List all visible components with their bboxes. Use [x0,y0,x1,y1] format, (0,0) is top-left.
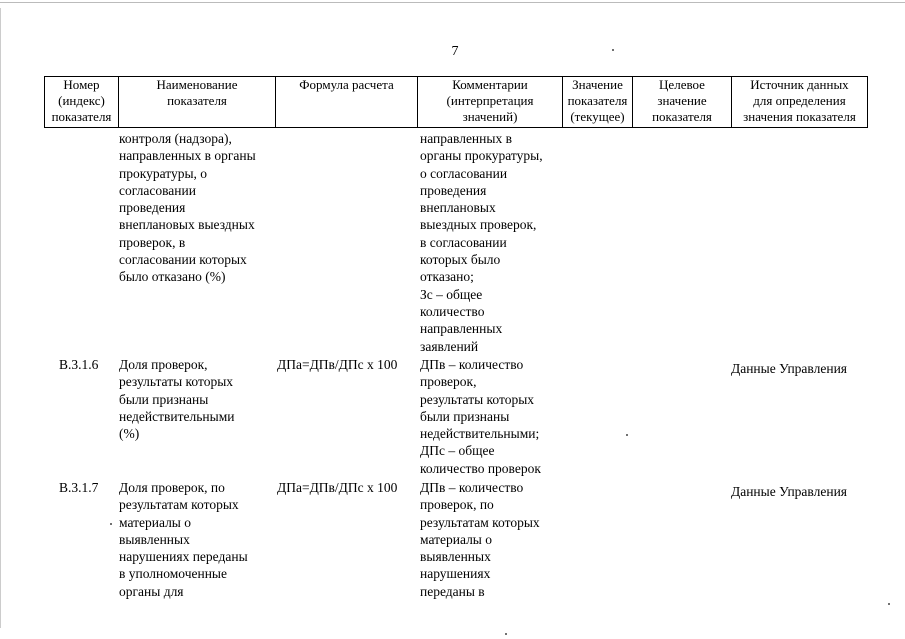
row-1-source: Данные Управления [731,361,848,376]
page-top-edge [0,2,905,3]
row-1-name: Доля проверок, результаты которых были признаны недействительными (%) [119,357,235,442]
row-2-name: Доля проверок, по результатам которых материалы о выявленных нарушениях переданы в уполномоченные органы для [119,480,248,599]
row-1-comment: ДПв – количество проверок, результаты которых были признаны недействительными; ДПс – общее количество проверок [420,357,541,476]
row-0-comment: направленных в органы прокуратуры, о согласовании проведения внеплановых выездных проверок, в согласовании которых было отказано; Зс – общее количество направленных заявлений [420,131,543,354]
row-2-source: Данные Управления [731,484,848,499]
scan-speck [505,633,507,635]
row-2-number: В.3.1.7 [59,480,99,495]
page-number: 7 [451,44,459,59]
row-2-comment: ДПв – количество проверок, по результатам которых материалы о выявленных нарушениях переданы в [420,480,540,599]
row-2-formula: ДПа=ДПв/ДПс х 100 [277,480,398,495]
header-name: Наименование показателя [118,76,276,128]
header-current-value: Значение показателя (текущее) [562,76,633,128]
header-number: Номер (индекс) показателя [44,76,119,128]
header-formula: Формула расчета [275,76,418,128]
header-comment: Комментарии (интерпретация значений) [417,76,563,128]
row-1-number: В.3.1.6 [59,357,99,372]
scan-speck [110,523,112,525]
row-1-formula: ДПа=ДПв/ДПс х 100 [277,357,398,372]
scan-speck [888,603,890,605]
scan-speck [626,434,628,436]
header-target-value: Целевое значение показателя [632,76,732,128]
page-left-edge [0,8,1,628]
row-0-name: контроля (надзора), направленных в органы прокуратуры, о согласовании проведения внеплановых выездных проверок, в согласовании которых было отказано (%) [119,131,256,285]
scan-speck [612,49,614,51]
header-data-source: Источник данных для определения значения показателя [731,76,868,128]
